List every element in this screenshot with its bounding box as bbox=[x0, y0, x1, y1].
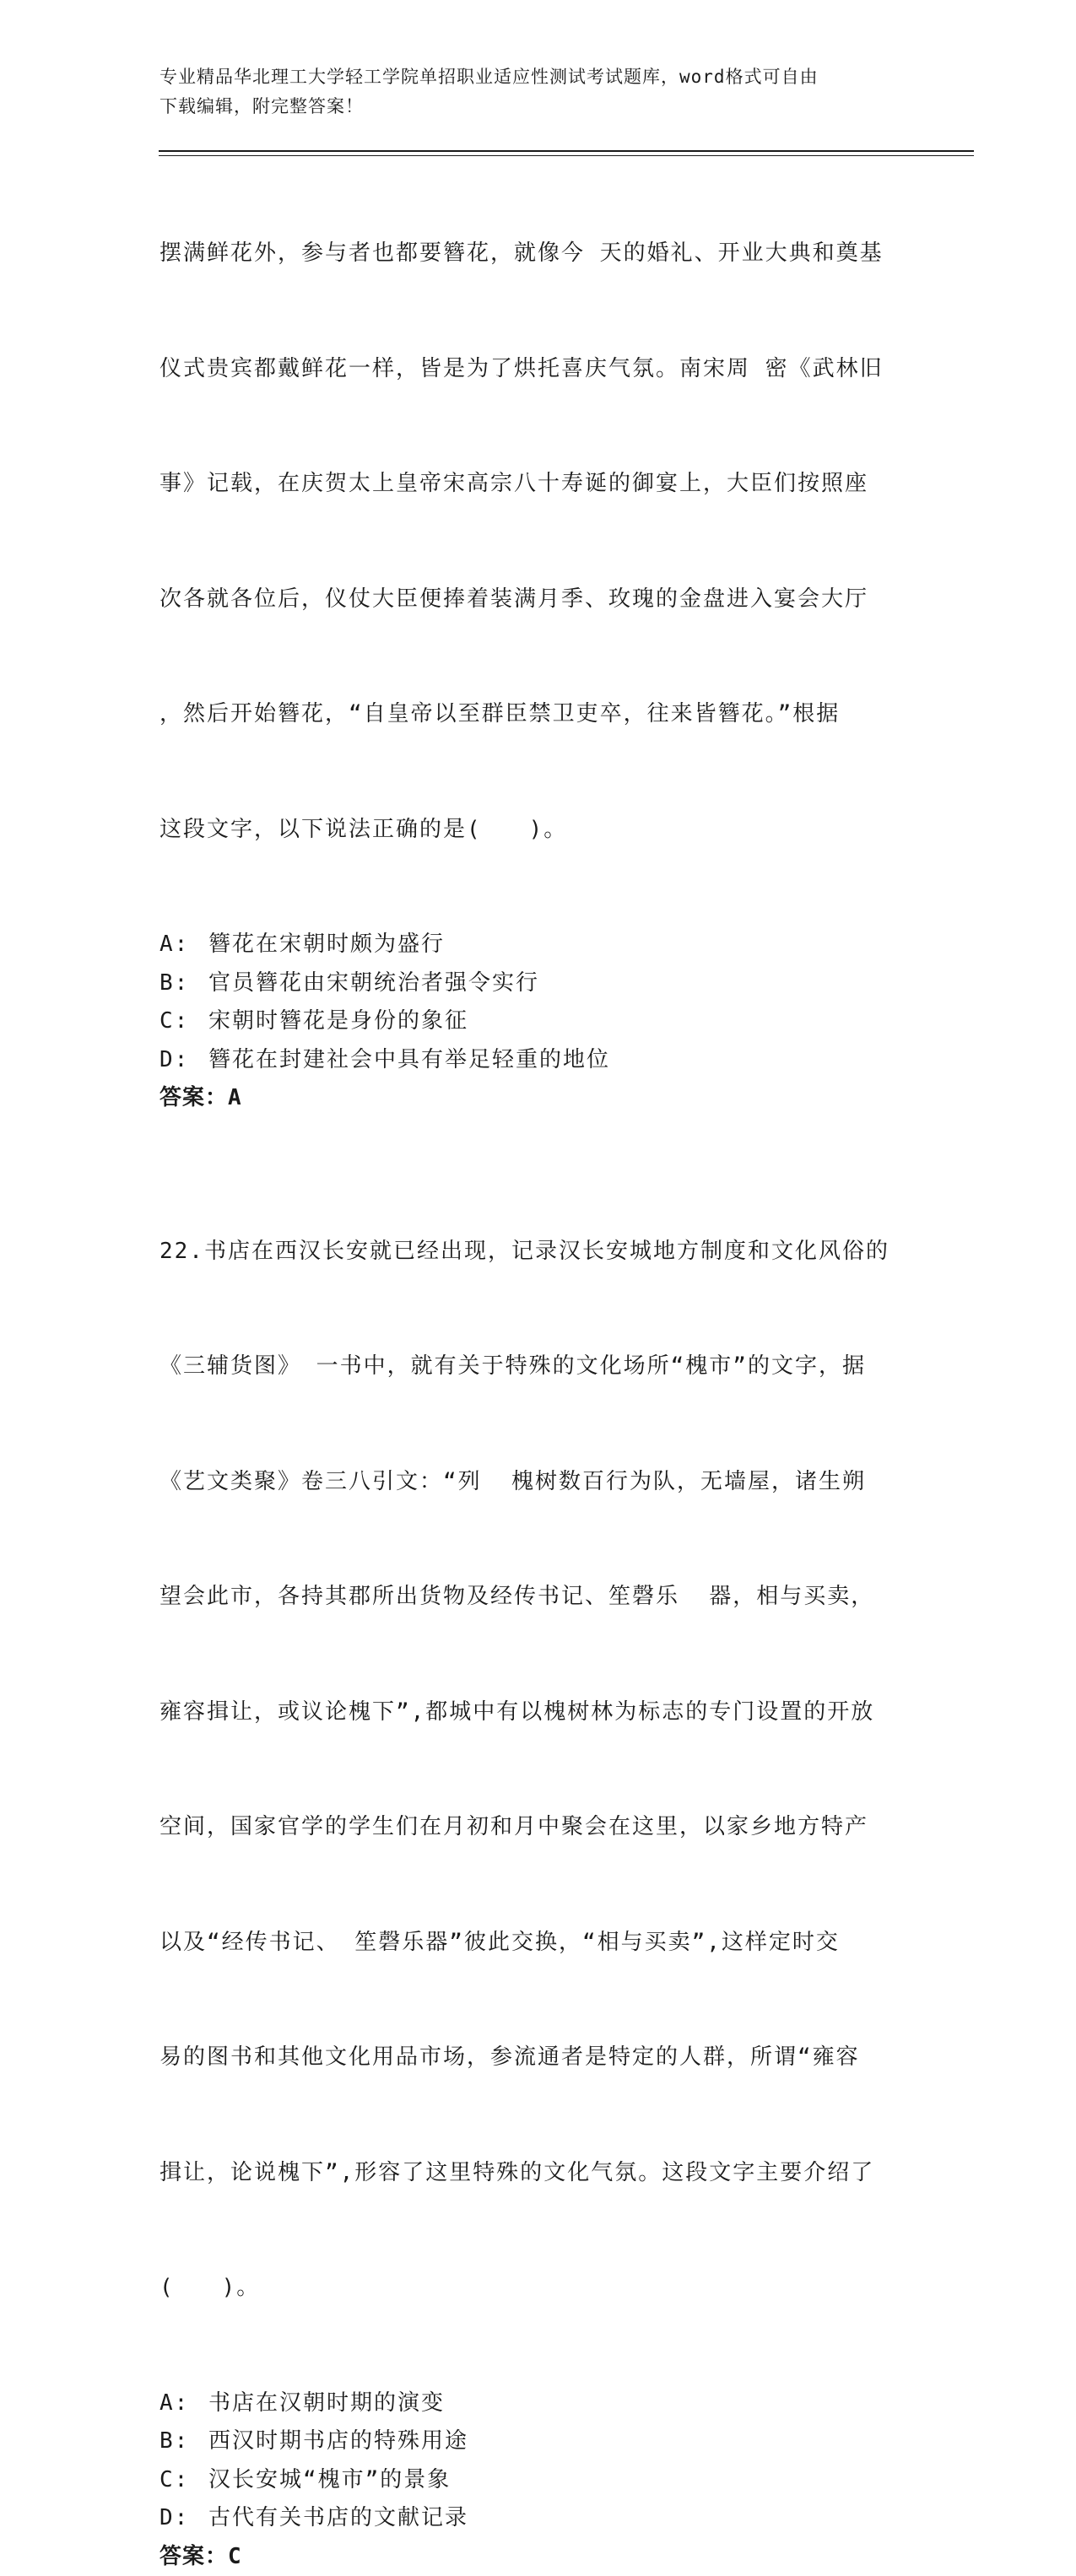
text-line: 以及“经传书记、 笙磬乐器”彼此交换，“相与买卖”,这样定时交 bbox=[160, 1924, 919, 1963]
option-text: 西汉时期书店的特殊用途 bbox=[208, 2422, 468, 2461]
question-text bbox=[160, 1156, 919, 2384]
header-divider-thin bbox=[159, 155, 974, 156]
option-a bbox=[160, 926, 919, 964]
text-line: 易的图书和其他文化用品市场，参流通者是特定的人群，所谓“雍容 bbox=[160, 2039, 919, 2077]
option-text: 宋朝时簪花是身份的象征 bbox=[208, 1002, 468, 1041]
question-22 bbox=[160, 1156, 919, 2576]
text-line: 22.书店在西汉长安就已经出现，记录汉长安城地方制度和文化风俗的 bbox=[160, 1233, 919, 1272]
text-line: 望会此市，各持其郡所出货物及经传书记、笙磬乐 器，相与买卖， bbox=[160, 1578, 919, 1617]
option-key: D: bbox=[160, 2499, 208, 2538]
option-key: C: bbox=[160, 1002, 208, 1041]
text-line: 空间，国家官学的学生们在月初和月中聚会在这里，以家乡地方特产 bbox=[160, 1808, 919, 1847]
text-line: ( )。 bbox=[160, 2269, 919, 2308]
option-text: 簪花在封建社会中具有举足轻重的地位 bbox=[208, 1041, 610, 1080]
header-line-2: 下载编辑，附完整答案！ bbox=[160, 92, 919, 122]
answer-line: 答案：A bbox=[160, 1079, 919, 1118]
text-line: 《三辅货图》 一书中，就有关于特殊的文化场所“槐市”的文字，据 bbox=[160, 1347, 919, 1386]
option-a bbox=[160, 2384, 919, 2423]
question-spacer bbox=[160, 1118, 919, 1156]
question-text bbox=[160, 158, 919, 926]
option-c bbox=[160, 1002, 919, 1041]
option-text: 汉长安城“槐市”的景象 bbox=[208, 2461, 451, 2500]
text-line: 这段文字，以下说法正确的是( )。 bbox=[160, 811, 919, 850]
option-text: 官员簪花由宋朝统治者强令实行 bbox=[208, 964, 539, 1003]
header-line-1: 专业精品华北理工大学轻工学院单招职业适应性测试考试题库，word格式可自由 bbox=[160, 62, 919, 92]
text-line: 摆满鲜花外，参与者也都要簪花，就像今 天的婚礼、开业大典和奠基 bbox=[160, 235, 919, 273]
option-text: 古代有关书店的文献记录 bbox=[208, 2499, 468, 2538]
option-key: A: bbox=[160, 2384, 208, 2423]
text-line: 《艺文类聚》卷三八引文：“列 槐树数百行为队，无墙屋，诸生朔 bbox=[160, 1463, 919, 1502]
option-c bbox=[160, 2461, 919, 2500]
text-line: 仪式贵宾都戴鲜花一样，皆是为了烘托喜庆气氛。南宋周 密《武林旧 bbox=[160, 350, 919, 389]
option-d bbox=[160, 2499, 919, 2538]
option-text: 书店在汉朝时期的演变 bbox=[208, 2384, 445, 2423]
document-body bbox=[160, 158, 919, 2576]
option-key: B: bbox=[160, 2422, 208, 2461]
option-key: C: bbox=[160, 2461, 208, 2500]
text-line: 雍容揖让，或议论槐下”,都城中有以槐树林为标志的专门设置的开放 bbox=[160, 1693, 919, 1732]
question-21 bbox=[160, 158, 919, 1118]
text-line: ，然后开始簪花，“自皇帝以至群臣禁卫吏卒，往来皆簪花。”根据 bbox=[160, 695, 919, 734]
option-key: B: bbox=[160, 964, 208, 1003]
option-text: 簪花在宋朝时颇为盛行 bbox=[208, 926, 445, 964]
option-b bbox=[160, 964, 919, 1003]
answer-line: 答案：C bbox=[160, 2538, 919, 2576]
text-line: 揖让，论说槐下”,形容了这里特殊的文化气氛。这段文字主要介绍了 bbox=[160, 2154, 919, 2193]
text-line: 事》记载，在庆贺太上皇帝宋高宗八十寿诞的御宴上，大臣们按照座 bbox=[160, 465, 919, 504]
text-line: 次各就各位后，仪仗大臣便捧着装满月季、玫瑰的金盘进入宴会大厅 bbox=[160, 581, 919, 619]
header-divider-thick bbox=[159, 150, 974, 152]
option-key: A: bbox=[160, 926, 208, 964]
option-d bbox=[160, 1041, 919, 1080]
page-header bbox=[160, 62, 919, 122]
option-b bbox=[160, 2422, 919, 2461]
option-key: D: bbox=[160, 1041, 208, 1080]
